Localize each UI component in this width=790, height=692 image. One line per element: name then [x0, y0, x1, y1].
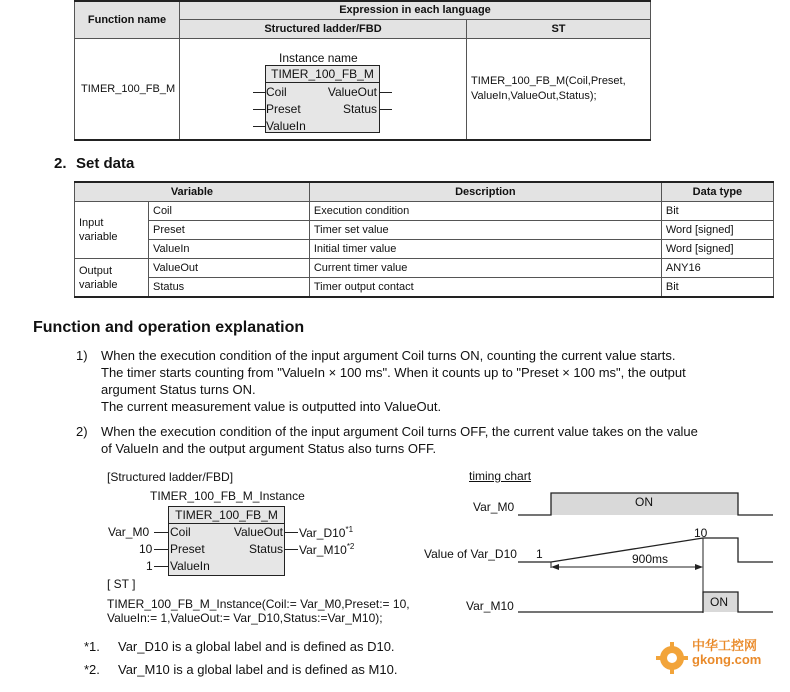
row-desc: Current timer value	[309, 259, 661, 278]
item2-line1: When the execution condition of the input argument Coil turns OFF, the current value takes on the value	[101, 424, 698, 439]
row-name: ValueOut	[149, 259, 310, 278]
item1-line4: The current measurement value is outputted into ValueOut.	[101, 399, 442, 414]
item1-num: 1)	[76, 348, 88, 363]
col-variable: Variable	[75, 182, 310, 202]
gear-logo-icon	[655, 641, 689, 675]
item2-text	[101, 423, 781, 457]
row-name: Coil	[149, 202, 310, 221]
example-ladder-label: [Structured ladder/FBD]	[107, 470, 234, 484]
watermark-text: 中华工控网 gkong.com	[692, 638, 762, 667]
var-m10-text: Var_M10	[299, 543, 347, 557]
st-cell	[467, 38, 651, 140]
example-val-1: 1	[146, 559, 153, 573]
item2-line2: of ValueIn and the output argument Status also turns OFF.	[101, 441, 437, 456]
example-var-m0: Var_M0	[108, 525, 150, 539]
row-desc: Initial timer value	[309, 240, 661, 259]
item1-line2: The timer starts counting from "ValueIn × 100 ms". When it counts up to "Preset × 100 ms", the output	[101, 365, 686, 380]
group-output	[75, 259, 149, 298]
timing-start-val: 1	[536, 547, 543, 561]
row-type: Word [signed]	[661, 240, 773, 259]
header-expression: Expression in each language	[180, 1, 651, 19]
function-name-cell: TIMER_100_FB_M	[75, 38, 180, 140]
header-function-name: Function name	[75, 1, 180, 38]
col-description: Description	[309, 182, 661, 202]
sup-1: *1	[345, 525, 354, 534]
timing-title: timing chart	[469, 469, 532, 483]
row-name: Preset	[149, 221, 310, 240]
set-data-table	[74, 181, 774, 298]
fb-input-valuein: ValueIn	[266, 118, 306, 133]
note-1-text: Var_D10 is a global label and is defined as D10.	[118, 639, 395, 654]
timing-label-m0: Var_M0	[473, 500, 515, 514]
set-data-heading: Set data	[76, 155, 135, 172]
row-type: Bit	[661, 202, 773, 221]
example-fb-block	[168, 506, 285, 576]
group-input-line2: variable	[79, 231, 118, 243]
note-1-mark: *1.	[84, 639, 100, 654]
example-st-label: [ ST ]	[107, 577, 136, 591]
group-output-line2: variable	[79, 278, 118, 291]
group-output-line1: Output	[79, 264, 113, 277]
row-name: ValueIn	[149, 240, 310, 259]
st-text-1: TIMER_100_FB_M(Coil,Preset,	[471, 74, 626, 87]
sup-2: *2	[346, 542, 355, 551]
example-st-line1: TIMER_100_FB_M_Instance(Coil:= Var_M0,Preset:= 10,	[107, 597, 410, 611]
example-var-m10	[299, 542, 354, 557]
item1-line3: argument Status turns ON.	[101, 382, 256, 397]
var-d10-text: Var_D10	[299, 526, 346, 540]
header-ladder: Structured ladder/FBD	[180, 19, 467, 38]
example-instance-name: TIMER_100_FB_M_Instance	[150, 489, 305, 503]
item2-num: 2)	[76, 424, 88, 439]
item1-text	[101, 347, 781, 415]
note-2-mark: *2.	[84, 662, 100, 677]
group-input-line1: Input	[79, 217, 104, 229]
example-in-valuein: ValueIn	[170, 559, 210, 573]
example-val-10: 10	[139, 542, 153, 556]
row-type: ANY16	[661, 259, 773, 278]
row-desc: Timer set value	[309, 221, 661, 240]
fb-input-preset: Preset	[266, 101, 301, 116]
ladder-cell	[180, 38, 467, 140]
example-in-preset: Preset	[170, 542, 205, 556]
timing-end-val: 10	[694, 526, 708, 540]
expression-table	[74, 0, 651, 141]
header-st: ST	[467, 19, 651, 38]
fb-block	[265, 65, 380, 133]
set-data-heading-num: 2.	[54, 155, 67, 172]
timing-label-d10: Value of Var_D10	[424, 547, 517, 561]
timing-duration: 900ms	[632, 552, 669, 566]
timing-label-m10: Var_M10	[466, 599, 514, 613]
example-out-status: Status	[248, 542, 283, 556]
group-input	[75, 202, 149, 259]
timing-on-1: ON	[635, 495, 653, 509]
example-out-valueout: ValueOut	[233, 525, 283, 539]
explanation-heading: Function and operation explanation	[33, 319, 305, 336]
example-st-line2: ValueIn:= 1,ValueOut:= Var_D10,Status:=Var_M10);	[107, 611, 383, 625]
fb-output-valueout: ValueOut	[327, 84, 377, 99]
item1-line1: When the execution condition of the input argument Coil turns ON, counting the current value starts.	[101, 348, 676, 363]
example-in-coil: Coil	[170, 525, 191, 539]
fb-input-coil: Coil	[266, 84, 287, 99]
instance-name-label: Instance name	[279, 50, 358, 65]
timing-on-2: ON	[710, 595, 728, 609]
st-text-2: ValueIn,ValueOut,Status);	[471, 89, 597, 102]
row-desc: Execution condition	[309, 202, 661, 221]
row-type: Bit	[661, 278, 773, 298]
row-name: Status	[149, 278, 310, 298]
note-2-text: Var_M10 is a global label and is defined as M10.	[118, 662, 398, 677]
fb-output-status: Status	[342, 101, 377, 116]
example-fb-title: TIMER_100_FB_M	[175, 508, 278, 522]
fb-title: TIMER_100_FB_M	[271, 66, 374, 81]
row-desc: Timer output contact	[309, 278, 661, 298]
row-type: Word [signed]	[661, 221, 773, 240]
col-datatype: Data type	[661, 182, 773, 202]
example-st-code	[107, 597, 410, 625]
example-var-d10	[299, 525, 353, 540]
